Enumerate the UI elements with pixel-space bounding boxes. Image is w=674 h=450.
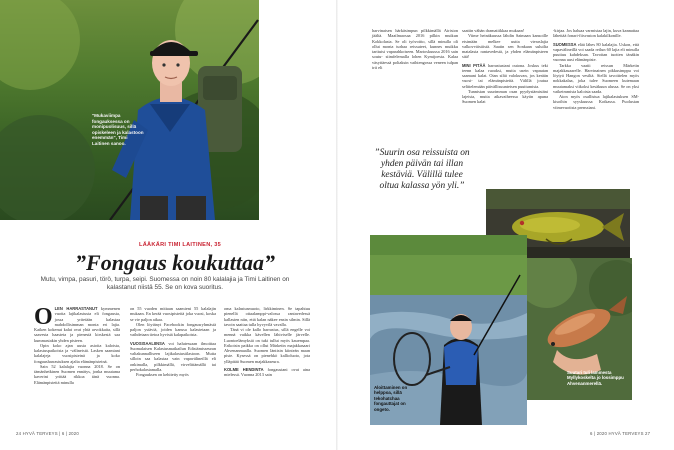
paragraph: fongaustani ovat aina mielessä. Vuonna 2013 sain — [224, 366, 310, 377]
paragraph: oma kalastusmuoto, lirkkiminen. Se tapahtuu pienellä ottaalamppi-valossa rantavedessä kallasten niin, että kalan näkee ensin silmin. Sillä tavoin saattaa tulla hyvyvilä vavalla. — [224, 306, 310, 327]
paragraph: Aion myös osallistua lajikalastuksen SM-kisoihin syyskuussa Kotkassa. Puolustan viimevuotista prenssiani. — [553, 94, 639, 110]
paragraph: Viime heinäkuussa lähdin Saimaan kansoille etsimään melkee uutta vieraslajia valkovväistiistä. Saatin sen Sonkaan suluilta matalasta rantavedestä, ja yhden elämänpisteen sitä! — [462, 33, 548, 60]
paragraph: harrastustani outona. Joskus teki teenn kalaa ruoaksi, mutta usein vapautan saamani kalat. Otan siltä valokuvan, jos kerään vuosi- tai elämänpisteitä. Välillä joutua selittelemään päivällisuunteisen puuttumista. — [462, 62, 549, 89]
body-column-5 — [462, 28, 548, 105]
lead-in: SUOMESSA — [553, 41, 577, 47]
paragraph: Tunnistan suurimman osan pyydystämistäni lajeista, mutta aikavaiheessa käytin apuna Suomen kalat — [462, 88, 548, 105]
paragraph: Sain 52 kalalajia vuonna 2018. Se on tämänhetkinen Suomen ennätys, jonka muutama kaverini yrittää rikkoa tänä vuonna. Elämänpisteitä minulla — [34, 363, 120, 385]
body-column-2 — [130, 306, 216, 377]
paragraph: harvinaisen härkäsimpun pilkkimällä Airiston jäältä. Maailmaosaa 2016 pilkin muikun Kokkolasta. Se oli työvoitto, sillä minulla oli ollut monta turhaa reissuteet, kunnes muikku tarttuisi vaparahkoiseen. Martoskuussa 2016 sain soutu- siimfelemalla lohen Kymijoesta. Kalaa väsyttäessä poltaksin vaihtengossa veneen tulpan irti eli — [372, 28, 458, 70]
article-kicker: LÄÄKÄRI TIMI LAITINEN, 35 — [139, 242, 222, 248]
folio-right: 6 | 2020 HYVÄ TERVEYS 27 — [590, 431, 651, 436]
paragraph: saattin vähän dramatiikkaa mukaan! — [462, 28, 525, 33]
lead-in: LEN HARRASTANUT — [54, 306, 98, 311]
paragraph: elää lähes 80 kalalajia. Uskon, että vapavälineillä voi saada reilun 60 lajia eli minulla puuttuu kahdeksan. Tavoitan tuotten tänäkin vuonna uusi elämänpiste. — [553, 41, 639, 63]
paragraph: kymmenen vuotta lajikalastusta eli fongausta, jossa yritetään kalastaa mahdollisimman monta eri lajia. Kaiken kokenut kalat ovat yhtä arvokkaita, sillä saavesta haasteta ja pienestä kirskestä saa kummastakin yhden pisteen. — [34, 306, 120, 343]
lead-in: VUOSISAALIINSA — [130, 340, 165, 346]
article-title: ”Fongaus koukuttaa” — [75, 250, 275, 275]
river-caption: Aloittaminen on helppoa, sillä tekohatchaa fongauttajat on ongeto. — [374, 385, 408, 412]
paragraph: Olen löytänyt Facebookin fongausryhmästä paljon ystäviä, joiden kanssa kalastetaan ja vaihdetaan tietoa hyvistä kalapaikoista. — [130, 321, 216, 338]
paragraph: voi halutessaan ilmoittaa Suomalaisen Kalastusmatkailun Edistämisseuran valtakunnalliseen lajikalastustilastoon. Mutta silloin saa kalastaa vain vapavälineillä eli onkimalla, pilkkimällä, virvelittämällä tai perhokalastamalla. — [130, 340, 216, 372]
paragraph: on 55 vuoden mittaan saamieni 55 kalalajin mukaan. En kerää vuosipisteitä joka vuosi, koska se vie paljon aikaa. — [130, 306, 216, 322]
body-column-6 — [553, 28, 639, 110]
hero-photo — [0, 0, 259, 220]
paragraph: Fongauksen on kehitetty myös — [136, 372, 189, 377]
page-gutter — [336, 0, 338, 450]
lead-in: KOLME HENDINTA — [224, 366, 264, 372]
pull-quote: ”Suurin osa reissuista on yhden päivän tai illan kestäviä. Välillä tulee oltua kalassa yön yli.” — [374, 148, 470, 191]
fisherman-illustration — [0, 0, 259, 220]
paragraph: -kirjaa. Jos haluaa varmistaa lajin, kuva kannattaa lähettää fonari-fiisvaston kalakilkonille. — [553, 28, 639, 39]
body-column-1 — [34, 306, 120, 385]
paragraph: Opin koko ajan uusia asioita kaloista, kalastuspaikoista ja -välineistä. Lasken saamiani kalalajeja vuosipisteinä ja koko fongausharrastuksen ajalta elämänpisteinä. — [34, 342, 120, 364]
drop-cap: O — [34, 304, 53, 330]
folio-left: 24 HYVÄ TERVEYS | 6 | 2020 — [16, 431, 79, 436]
river-photo — [370, 235, 527, 425]
hand-photo — [527, 258, 632, 400]
body-column-3 — [224, 306, 310, 377]
article-lede: Mutu, vimpa, pasuri, törö, turpa, seipi. Suomessa on noin 80 kalalajia ja Timi Laitinen on kalastanut niistä 55. Se on kova suoritus. — [40, 276, 290, 292]
lead-in: MINI PITÄÄ — [462, 62, 486, 68]
hand-caption: Suutari tuli lammesta Myllykoskelta jo lossimppu Ahvenanmerellä. — [567, 370, 624, 386]
paragraph: Tänä vi ole kallo harrastus, sillä engelle voi mennä vaikka kävellen lähiviselle järvelle. Luontoelämyksiä on tuki tullut myös kauempaa. Erikoisin paikka on ollut Märketin majakkasaari Ahvenanmaalla. Suomen läntisin kiinteän maan piste. Kysessä on pienehkö kallioluoto, jota ylläpitää Suomen majakkaseura. — [224, 327, 310, 364]
body-column-4 — [372, 28, 458, 70]
hero-caption: "Mukaviimpa fongauksessa on monipuolisuus, sillä opiskeleen ja kalastoon enemmän", Timi Laitinen sanoo. — [92, 113, 144, 146]
paragraph: Tarkka vaatii reissun Märketin majakkasaarelle. Harvinainen pikkusimppu voi löytyä Hangon vesiltä. Siellä tavoittelen myös nokkakalaa, joka tulee Suomeen kutemaan muutamaksi viikoksi kesäkuun alussa. Se on yksi vaikeimmista kaloista saada. — [553, 62, 639, 94]
